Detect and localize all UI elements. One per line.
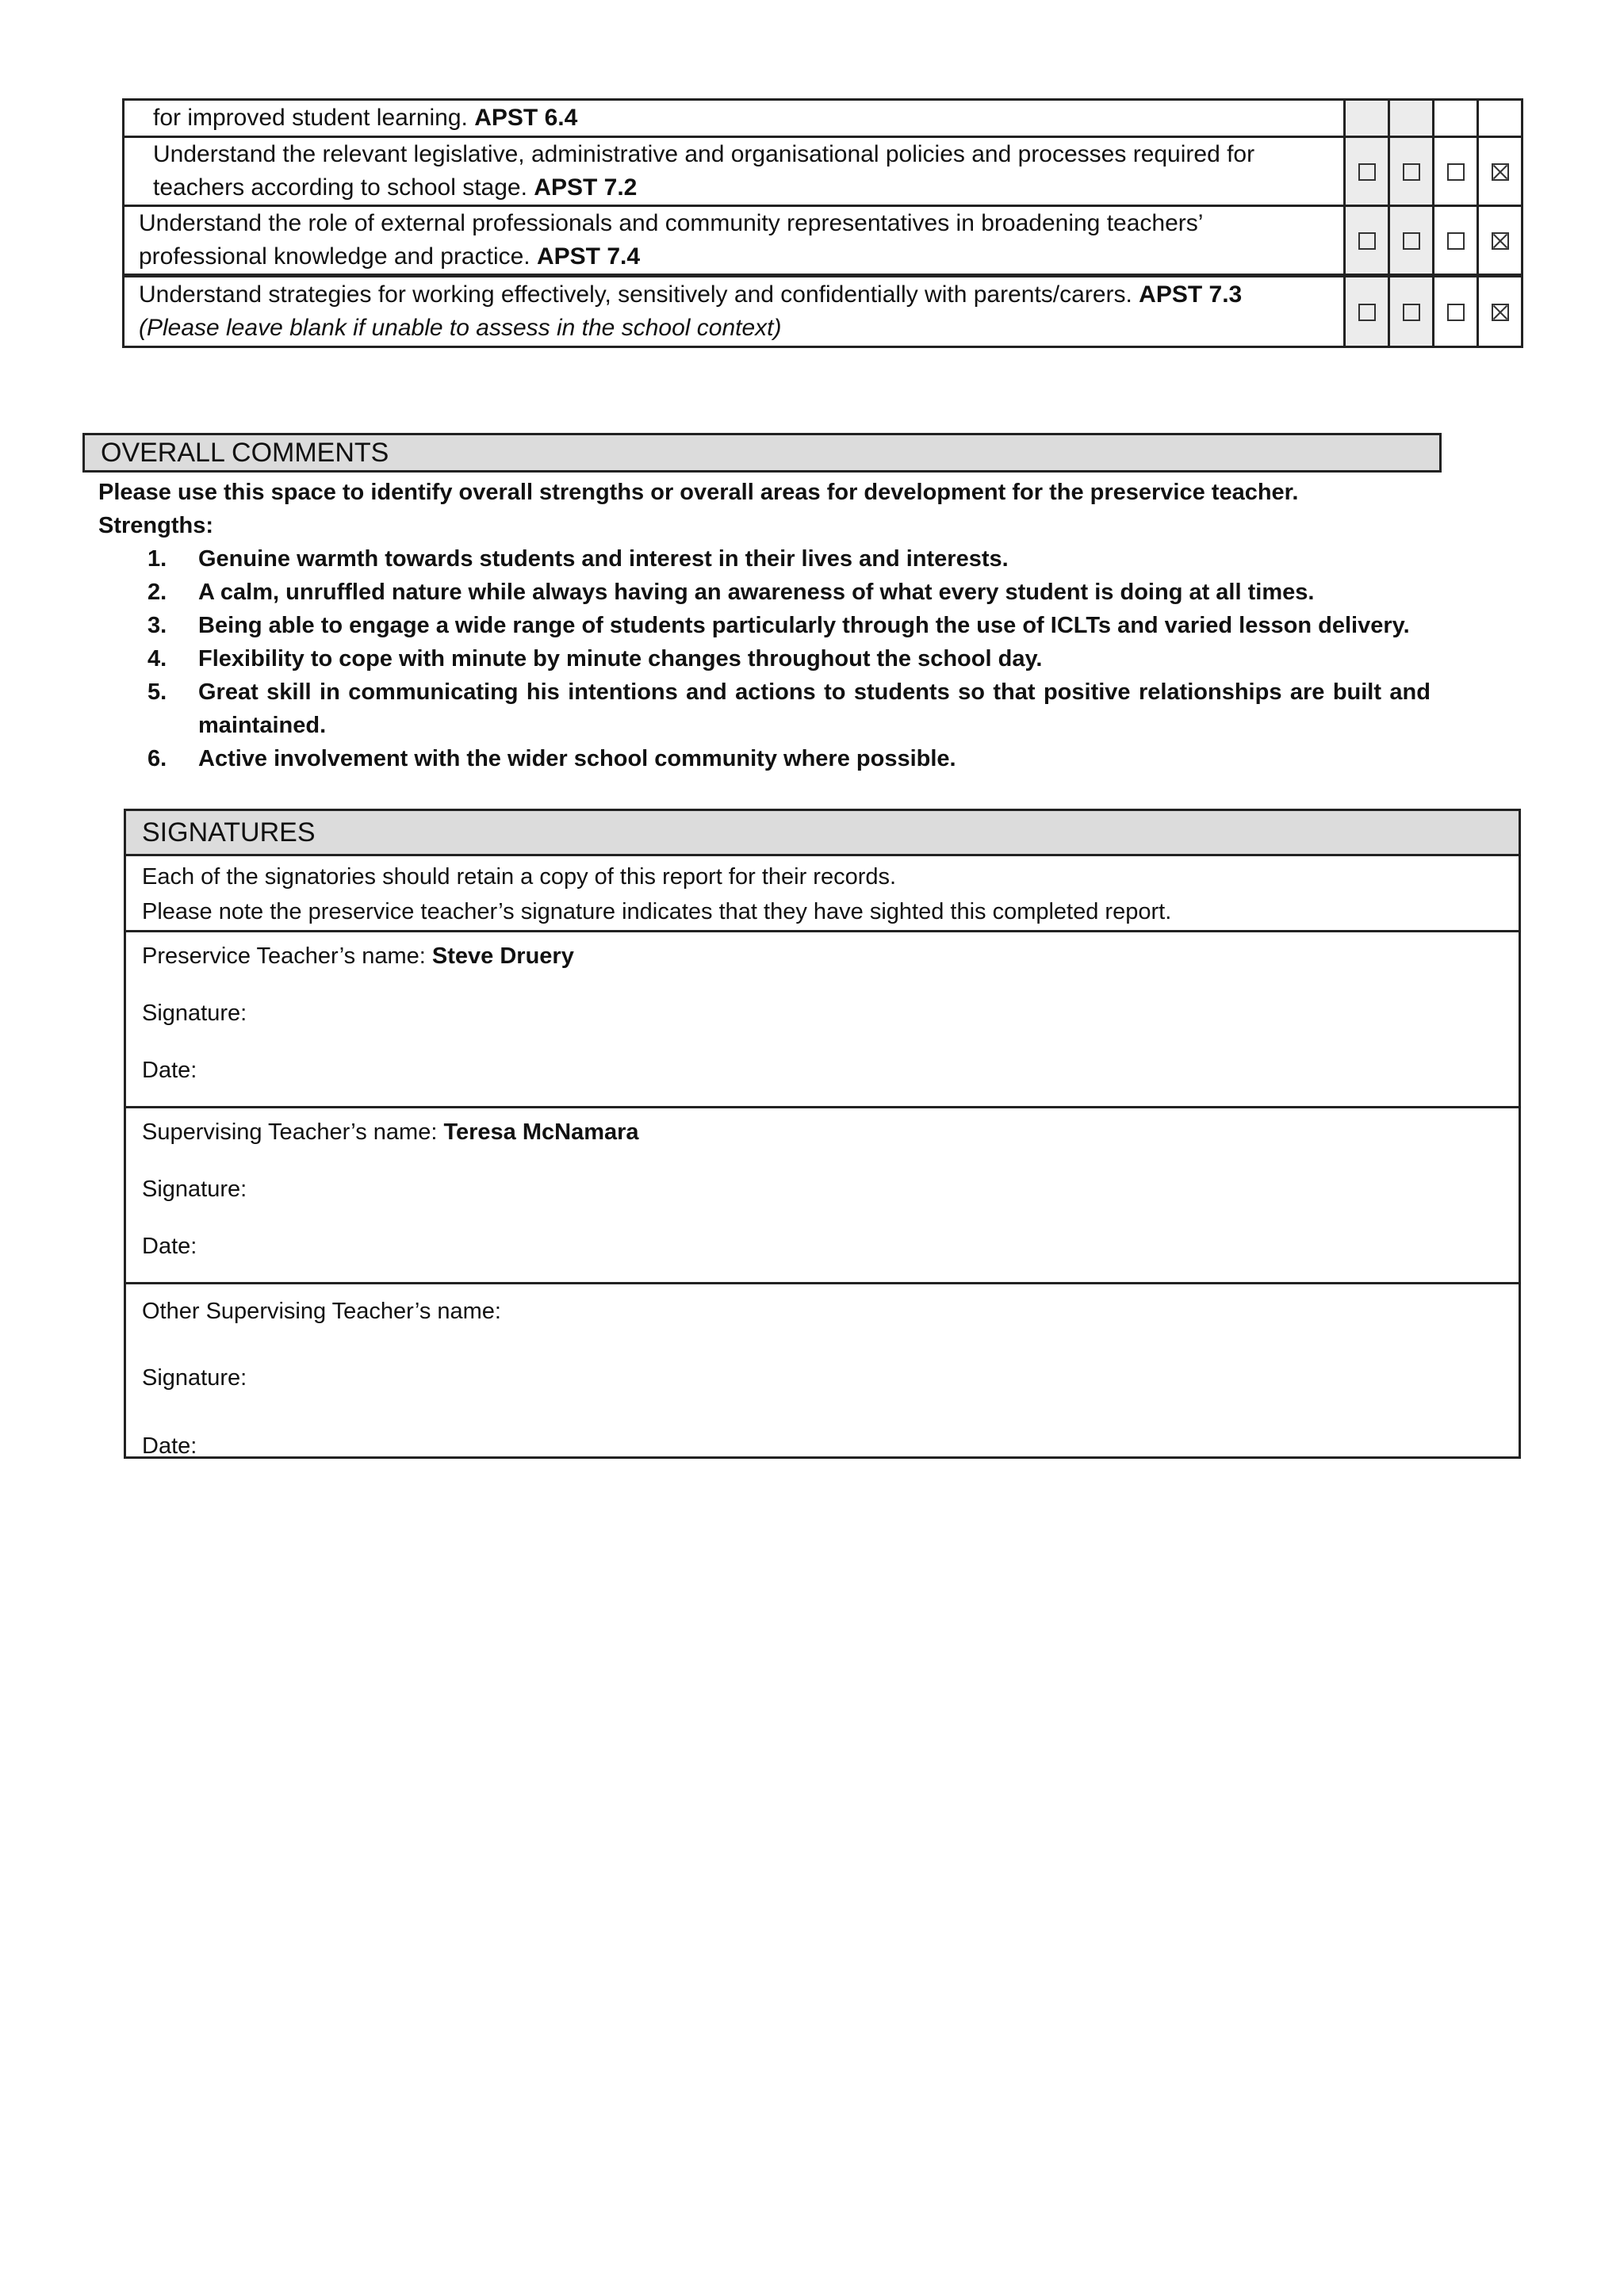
apst-code: APST 7.2 [534,174,638,201]
criterion-note: (Please leave blank if unable to assess in the school context) [139,315,782,341]
supervising-name-label: Supervising Teacher’s name: [142,1119,438,1145]
rating-cell [1478,206,1522,276]
checkbox[interactable] [1358,163,1376,181]
strength-text: Genuine warmth towards students and interest in their lives and interests. [198,546,1009,572]
list-number: 5. [147,679,167,705]
list-item [98,742,1431,775]
rating-cell [1389,137,1434,206]
list-number: 3. [147,613,167,638]
supervising-teacher-section [126,1108,1519,1284]
strength-text: Great skill in communicating his intentions and actions to students so that positive relationships are built and maintained. [198,679,1431,738]
criterion-cell [124,137,1345,206]
date-field[interactable]: Date: [142,1058,197,1083]
rating-cell [1345,100,1389,137]
apst-code: APST 7.4 [536,243,641,270]
table-row [124,206,1522,276]
strength-text: A calm, unruffled nature while always having an awareness of what every student is doing at all times. [198,580,1315,605]
rating-cell [1478,137,1522,206]
list-item [98,675,1431,742]
table-row [124,276,1522,347]
overall-comments-heading: OVERALL COMMENTS [82,433,1442,473]
apst-code: APST 7.3 [1139,281,1243,308]
rating-cell [1389,206,1434,276]
rating-cell [1389,100,1434,137]
date-field[interactable]: Date: [142,1234,197,1259]
rating-cell [1389,276,1434,347]
list-item [98,609,1431,642]
supervising-name-line [142,1116,639,1148]
criterion-text: Understand the relevant legislative, administrative and organisational policies and processes required for teachers according to school stage. [153,141,1255,201]
overall-comments-body [98,476,1431,775]
signatures-box [124,809,1521,1459]
list-number: 1. [147,546,167,572]
preservice-name-line [142,940,574,972]
preservice-name-label: Preservice Teacher’s name: [142,943,426,969]
list-item [98,542,1431,576]
criterion-cell [124,206,1345,276]
signatures-heading: SIGNATURES [126,811,1519,856]
checkbox[interactable] [1358,304,1376,321]
rating-cell [1478,100,1522,137]
signatures-notes [126,856,1519,932]
rating-cell [1345,206,1389,276]
checkbox[interactable] [1447,232,1465,250]
checkbox[interactable] [1358,232,1376,250]
signature-field[interactable]: Signature: [142,1365,247,1391]
assessment-table [122,98,1523,348]
list-number: 4. [147,646,167,672]
checkbox[interactable] [1403,304,1420,321]
rating-cell [1434,137,1478,206]
strength-text: Active involvement with the wider school community where possible. [198,746,956,771]
signatures-note-1: Each of the signatories should retain a copy of this report for their records. [142,864,897,890]
criterion-text: for improved student learning. [153,105,468,131]
rating-cell [1434,276,1478,347]
other-name-label: Other Supervising Teacher’s name: [142,1299,501,1324]
strength-text: Flexibility to cope with minute by minute changes throughout the school day. [198,646,1043,672]
rating-cell [1345,137,1389,206]
checkbox[interactable] [1403,163,1420,181]
signatures-note-2: Please note the preservice teacher’s signature indicates that they have sighted this completed report. [142,899,1172,924]
checkbox[interactable] [1447,163,1465,181]
signature-field[interactable]: Signature: [142,1001,247,1026]
rating-cell [1434,206,1478,276]
overall-instruction: Please use this space to identify overall strengths or overall areas for development for the preservice teacher. [98,480,1299,505]
list-number: 6. [147,746,167,771]
other-supervising-teacher-section [126,1284,1519,1475]
checkbox[interactable] [1492,232,1509,250]
rating-cell [1478,276,1522,347]
criterion-text: Understand strategies for working effectively, sensitively and confidentially with parents/carers. [139,281,1132,308]
list-item [98,642,1431,675]
criterion-cell [124,276,1345,347]
rating-cell [1345,276,1389,347]
date-field[interactable]: Date: [142,1433,197,1459]
checkbox[interactable] [1492,304,1509,321]
checkbox[interactable] [1403,232,1420,250]
checkbox[interactable] [1447,304,1465,321]
table-row [124,137,1522,206]
strengths-label: Strengths: [98,513,213,538]
signature-field[interactable]: Signature: [142,1177,247,1202]
strengths-list [98,542,1431,775]
checkbox[interactable] [1492,163,1509,181]
other-name-line [142,1295,501,1327]
rating-cell [1434,100,1478,137]
strength-text: Being able to engage a wide range of students particularly through the use of ICLTs and varied lesson delivery. [198,613,1410,638]
list-item [98,576,1431,609]
criterion-text: Understand the role of external professionals and community representatives in broadening teachers’ professional knowledge and practice. [139,210,1203,270]
preservice-teacher-section [126,932,1519,1108]
apst-code: APST 6.4 [474,105,578,131]
preservice-name[interactable]: Steve Druery [431,943,574,969]
list-number: 2. [147,580,167,605]
supervising-name[interactable]: Teresa McNamara [443,1119,639,1145]
criterion-cell [124,100,1345,137]
table-row [124,100,1522,137]
